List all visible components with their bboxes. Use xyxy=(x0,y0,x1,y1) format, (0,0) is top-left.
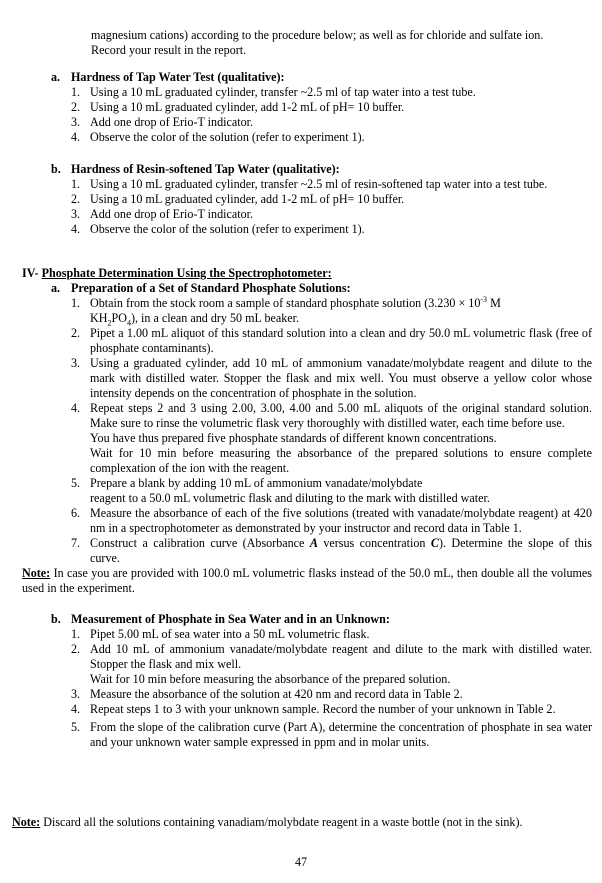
list-item: 4. Observe the color of the solution (refer to experiment 1). xyxy=(71,222,365,236)
list-item: 4. Repeat steps 1 to 3 with your unknown sample. Record the number of your unknown in Table 2. xyxy=(71,702,556,716)
part-b-steps xyxy=(51,627,592,750)
list-item: 1. Pipet 5.00 mL of sea water into a 50 mL volumetric flask. xyxy=(71,627,370,641)
list-item: 2. Pipet a 1.00 mL aliquot of this standard solution into a clean and dry 50.0 mL volumetric flask (free of phosphate contaminants). xyxy=(71,326,592,355)
part-a-note-text: In case you are provided with 100.0 mL volumetric flasks instead of the 50.0 mL, then double all the volumes used in the experiment. xyxy=(22,566,592,595)
part-a-title: Preparation of a Set of Standard Phosphate Solutions: xyxy=(71,281,351,295)
part-a-standards xyxy=(22,281,592,566)
list-item: 2. Using a 10 mL graduated cylinder, add 1-2 mL of pH= 10 buffer. xyxy=(71,100,405,114)
list-item: 1. Using a 10 mL graduated cylinder, transfer ~2.5 ml of resin-softened tap water into a test tube. xyxy=(71,177,548,191)
section-iv-title: Phosphate Determination Using the Spectrophotometer: xyxy=(41,266,332,280)
list-item: 3. Using a graduated cylinder, add 10 mL of ammonium vanadate/molybdate reagent and dilute to the mark with distilled water. Stopper the flask and mix well. You must observe a yellow color whose intensity depends on the concentration of phosphate in the solution. xyxy=(71,356,592,400)
list-item: 4. Observe the color of the solution (refer to experiment 1). xyxy=(71,130,365,144)
section-phosphate-determination xyxy=(22,266,592,750)
list-item: 5. From the slope of the calibration curve (Part A), determine the concentration of phosphate in sea water and your unknown water sample expressed in ppm and in molar units. xyxy=(71,720,592,749)
part-b-measurement xyxy=(22,612,592,750)
list-item: 6. Measure the absorbance of each of the five solutions (treated with vanadate/molybdate reagent) at 420 nm in a spectrophotometer as demonstrated by your instructor and record data in Table 1. xyxy=(71,506,592,535)
section-iv-heading xyxy=(22,266,592,281)
section-b-heading: b. Hardness of Resin-softened Tap Water (qualitative): xyxy=(51,162,340,176)
list-item: 5. Prepare a blank by adding 10 mL of ammonium vanadate/molybdate reagent to a 50.0 mL volumetric flask and diluting to the mark with distilled water. xyxy=(71,476,490,505)
final-note xyxy=(12,815,592,830)
intro-line-1: magnesium cations) according to the procedure below; as well as for chloride and sulfate ion. xyxy=(91,28,544,42)
part-a-heading: a. Preparation of a Set of Standard Phosphate Solutions: xyxy=(51,281,351,295)
intro-line-2: Record your result in the report. xyxy=(91,43,247,57)
section-b-steps xyxy=(51,177,591,237)
section-hardness-tap-water xyxy=(51,70,591,145)
list-item: 3. Measure the absorbance of the solution at 420 nm and record data in Table 2. xyxy=(71,687,463,701)
list-item: 3. Add one drop of Erio-T indicator. xyxy=(71,207,254,221)
section-hardness-resin-water xyxy=(51,162,591,237)
page-number: 47 xyxy=(294,855,308,869)
section-a-steps xyxy=(51,85,591,145)
list-item: 7. Construct a calibration curve (Absorbance A versus concentration C). Determine the slope of this curve. xyxy=(71,536,592,565)
list-item: 2. Using a 10 mL graduated cylinder, add 1-2 mL of pH= 10 buffer. xyxy=(71,192,405,206)
part-b-heading: b. Measurement of Phosphate in Sea Water and in an Unknown: xyxy=(51,612,390,626)
final-note-text: Discard all the solutions containing vanadiam/molybdate reagent in a waste bottle (not in the sink). xyxy=(40,815,523,829)
part-b-title: Measurement of Phosphate in Sea Water and in an Unknown: xyxy=(71,612,390,626)
list-item: 3. Add one drop of Erio-T indicator. xyxy=(71,115,254,129)
part-a-steps xyxy=(51,296,592,566)
part-a-note xyxy=(22,566,592,596)
list-item: 1. Using a 10 mL graduated cylinder, transfer ~2.5 ml of tap water into a test tube. xyxy=(71,85,476,99)
section-iv-label: IV- xyxy=(22,266,39,280)
list-item: 2. Add 10 mL of ammonium vanadate/molybdate reagent and dilute to the mark with distilled water. Stopper the flask and mix well. Wait for 10 min before measuring the absorbance of the prepared solution. xyxy=(71,642,592,686)
section-b-title: Hardness of Resin-softened Tap Water (qualitative): xyxy=(71,162,340,176)
list-item: 4. Repeat steps 2 and 3 using 2.00, 3.00, 4.00 and 5.00 mL aliquots of the original standard solution. Make sure to rinse the volumetric flask very thoroughly with distilled water, each time before use. You have thus prepared five phosphate standards of different known concentrations. Wait for 10 min before measuring the absorbance of the prepared solutions to ensure complete complexation of the ion with the reagent. xyxy=(71,401,592,475)
final-note-label: Note: xyxy=(12,815,41,829)
section-a-heading: a. Hardness of Tap Water Test (qualitative): xyxy=(51,70,285,84)
section-a-title: Hardness of Tap Water Test (qualitative): xyxy=(71,70,285,84)
part-a-note-label: Note: xyxy=(22,566,51,580)
intro-paragraph xyxy=(91,28,589,58)
list-item: 1. Obtain from the stock room a sample of standard phosphate solution ($3.230 \times 10^{-3}$ M $KH_2PO_4$), in a clean and dry 50 mL beaker. xyxy=(71,294,501,328)
